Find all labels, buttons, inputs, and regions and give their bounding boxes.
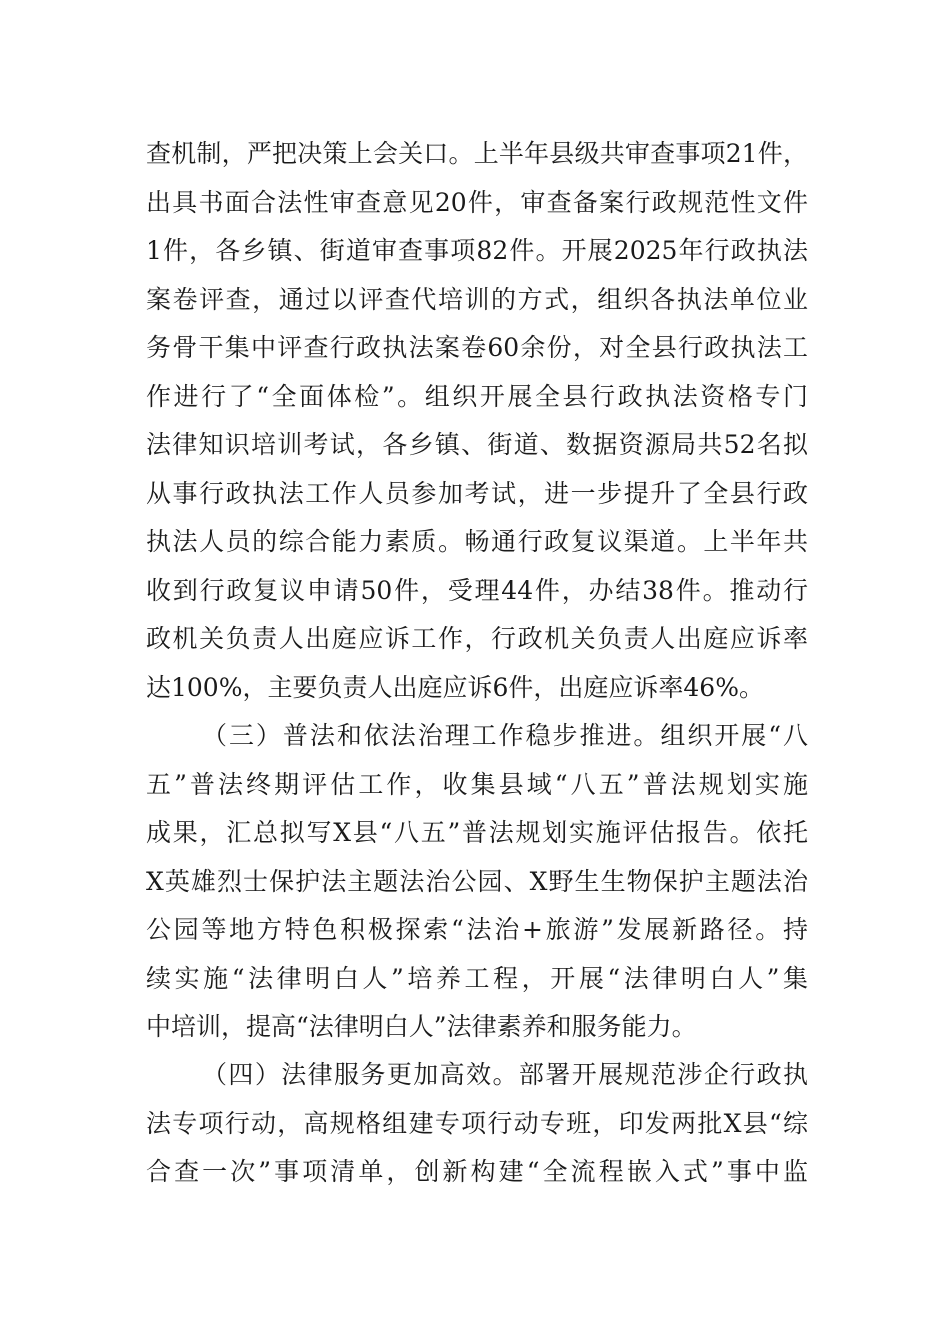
paragraph-line: 成果，汇总拟写X县“八五”普法规划实施评估报告。依托 (146, 818, 808, 847)
paragraph-1 (146, 130, 808, 712)
paragraph-line: X英雄烈士保护法主题法治公园、X野生生物保护主题法治 (146, 866, 808, 896)
paragraph-line: 案卷评查，通过以评查代培训的方式，组织各执法单位业 (146, 284, 808, 314)
paragraph-line: （四）法律服务更加高效。部署开展规范涉企行政执 (202, 1060, 808, 1089)
paragraph-2 (146, 712, 808, 1052)
paragraph-line: 法专项行动，高规格组建专项行动专班，印发两批X县“综 (146, 1108, 808, 1138)
paragraph-line: 查机制，严把决策上会关口。上半年县级共审查事项21件， (146, 139, 808, 168)
paragraph-3 (146, 1051, 808, 1197)
paragraph-line: 法律知识培训考试，各乡镇、街道、数据资源局共52名拟 (146, 430, 808, 459)
paragraph-line: 达100%，主要负责人出庭应诉6件，出庭应诉率46%。 (146, 672, 764, 702)
paragraph-line: 出具书面合法性审查意见20件，审查备案行政规范性文件 (146, 187, 808, 217)
paragraph-line: 合查一次”事项清单，创新构建“全流程嵌入式”事中监 (146, 1157, 808, 1186)
paragraph-line: 执法人员的综合能力素质。畅通行政复议渠道。上半年共 (146, 527, 808, 556)
paragraph-line: 从事行政执法工作人员参加考试，进一步提升了全县行政 (146, 478, 808, 508)
paragraph-line: 政机关负责人出庭应诉工作，行政机关负责人出庭应诉率 (146, 624, 808, 653)
paragraph-line: 收到行政复议申请50件，受理44件，办结38件。推动行 (146, 575, 808, 605)
paragraph-line: 作进行了“全面体检”。组织开展全县行政执法资格专门 (146, 381, 808, 411)
paragraph-line: 中培训，提高“法律明白人”法律素养和服务能力。 (146, 1012, 697, 1041)
paragraph-line: 五”普法终期评估工作，收集县域“八五”普法规划实施 (146, 769, 808, 799)
paragraph-line: 务骨干集中评查行政执法案卷60余份，对全县行政执法工 (146, 333, 808, 362)
paragraph-line: 1件，各乡镇、街道审查事项82件。开展2025年行政执法 (146, 236, 808, 265)
paragraph-line: 公园等地方特色积极探索“法治+旅游”发展新路径。持 (146, 915, 808, 944)
paragraph-line: 续实施“法律明白人”培养工程，开展“法律明白人”集 (146, 963, 808, 993)
paragraph-line: （三）普法和依法治理工作稳步推进。组织开展“八 (202, 721, 808, 750)
